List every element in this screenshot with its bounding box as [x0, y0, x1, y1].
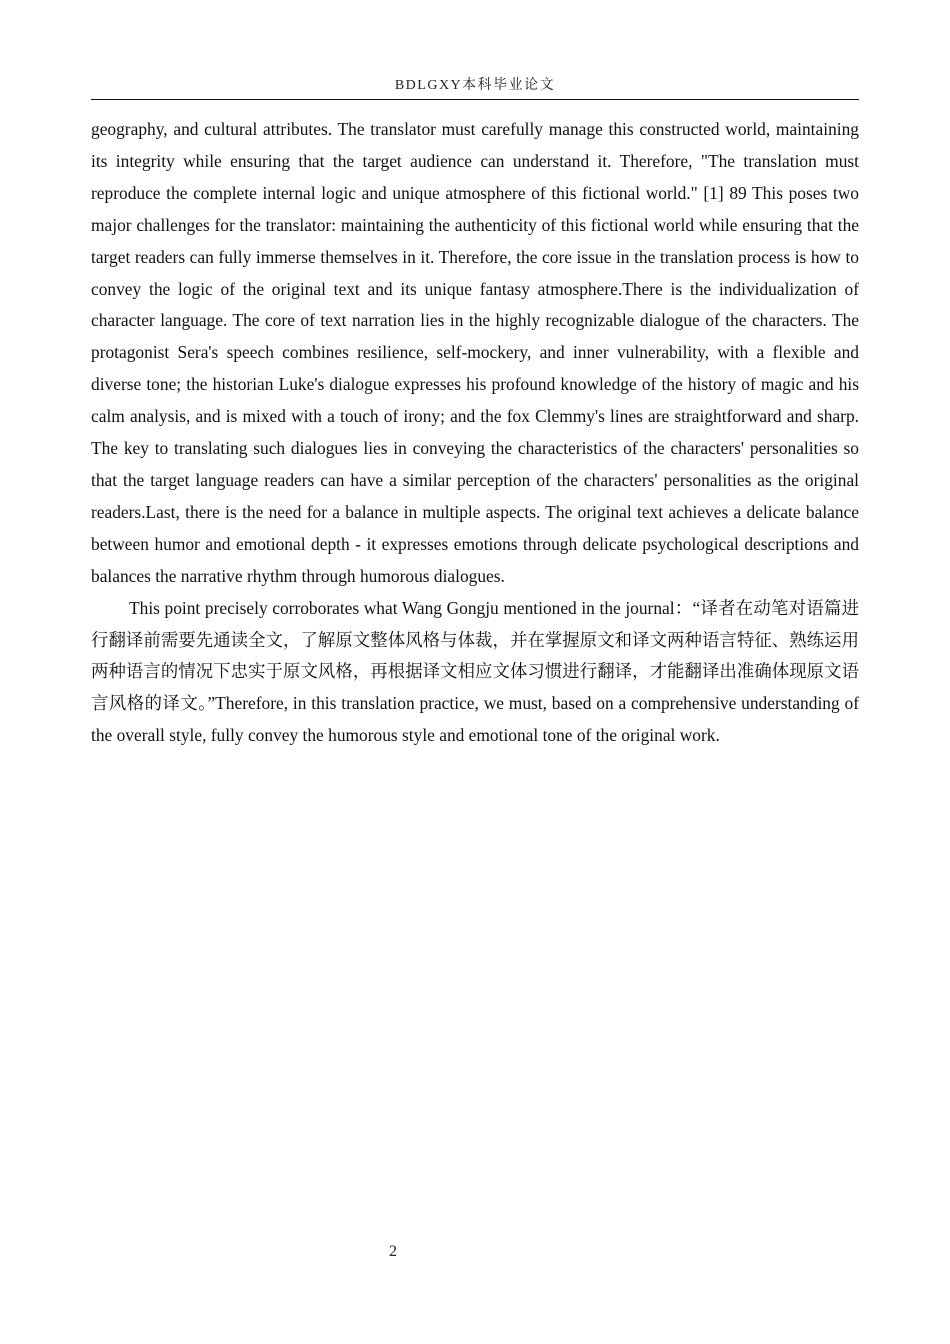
header-rule [91, 99, 859, 100]
page-number: 2 [389, 1243, 397, 1260]
body-text [91, 114, 859, 752]
paragraph: This point precisely corroborates what Wang Gongju mentioned in the journal：“译者在动笔对语篇进行翻译前需要先通读全文，了解原文整体风格与体裁，并在掌握原文和译文两种语言特征、熟练运用两种语言的情况下忠实于原文风格，再根据译文相应文体习惯进行翻译，才能翻译出准确体现原文语言风格的译文。”Therefore, in this translation practice, we must, based on a comprehensive understanding of the overall style, fully convey the humorous style and emotional tone of the original work. [91, 597, 859, 746]
paragraph: geography, and cultural attributes. The translator must carefully manage this constructed world, maintaining its integrity while ensuring that the target audience can understand it. Therefore, "The translation must reproduce the complete internal logic and unique atmosphere of this fictional world." [1] 89 This poses two major challenges for the translator: maintaining the authenticity of this fictional world while ensuring that the target readers can fully immerse themselves in it. Therefore, the core issue in the translation process is how to convey the logic of the original text and its unique fantasy atmosphere.There is the individualization of character language. The core of text narration lies in the highly recognizable dialogue of the characters. The protagonist Sera's speech combines resilience, self-mockery, and inner vulnerability, with a flexible and diverse tone; the historian Luke's dialogue expresses his profound knowledge of the history of magic and his calm analysis, and is mixed with a touch of irony; and the fox Clemmy's lines are straightforward and sharp. The key to translating such dialogues lies in conveying the characteristics of the characters' personalities so that the target language readers can have a similar perception of the characters' personalities as the original readers.Last, there is the need for a balance in multiple aspects. The original text achieves a delicate balance between humor and emotional depth - it expresses emotions through delicate psychological descriptions and balances the narrative rhythm through humorous dialogues. [91, 119, 859, 586]
running-header: BDLGXY本科毕业论文 [394, 78, 556, 93]
